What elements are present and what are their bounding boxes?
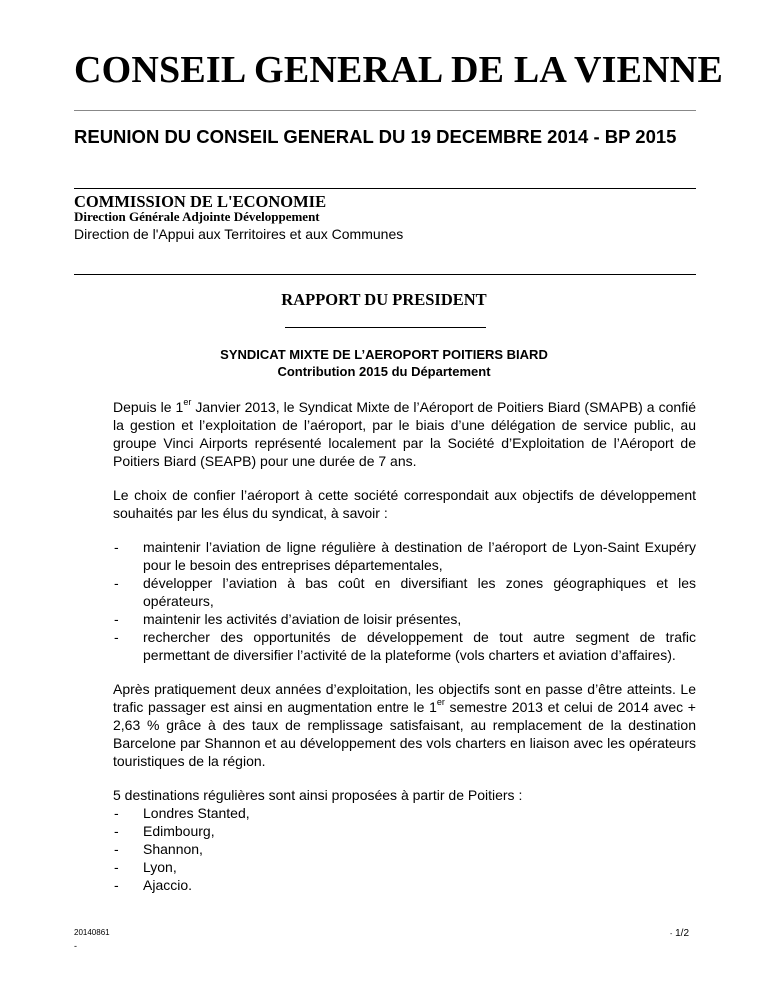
title-divider: [74, 110, 696, 111]
meeting-heading: REUNION DU CONSEIL GENERAL DU 19 DECEMBRE 2014 - BP 2015: [74, 126, 677, 147]
paragraph-delegation: Depuis le 1er Janvier 2013, le Syndicat Mixte de l’Aéroport de Poitiers Biard (SMAPB) a confié la gestion et l’exploitation de l’aéroport, par le biais d’une délégation de service public, au groupe Vinci Airports représenté localement par la Société d’Exploitation de l’Aéroport de Poitiers Biard (SEAPB) pour une durée de 7 ans.: [113, 397, 696, 469]
paragraph-traffic: Après pratiquement deux années d’exploitation, les objectifs sont en passe d’être atteints. Le trafic passager est ainsi en augmentation entre le 1er semestre 2013 et celui de 2014 avec + 2,63 % grâce à des taux de remplissage satisfaisant, au remplacement de la destination Barcelone par Shannon et au développement des vols charters en liaison avec les opérateurs touristiques de la région.: [113, 681, 696, 769]
list-item: - Ajaccio.: [114, 877, 193, 893]
list-item: - Edimbourg,: [114, 823, 215, 839]
paragraph-objectives-intro: Le choix de confier l’aéroport à cette société correspondait aux objectifs de développement souhaités par les élus du syndicat, à savoir :: [113, 487, 696, 521]
report-body: [113, 398, 696, 894]
direction-service: Direction de l'Appui aux Territoires et aux Communes: [74, 226, 404, 242]
list-item: - maintenir l’aviation de ligne régulière à destination de l’aéroport de Lyon-Saint Exupéry pour le besoin des entreprises départementales,: [114, 539, 696, 573]
objectives-list: [113, 538, 696, 664]
organization-title: CONSEIL GENERAL DE LA VIENNE: [74, 49, 723, 91]
subject-line-2: Contribution 2015 du Département: [277, 364, 491, 379]
commission-divider: [74, 188, 696, 189]
section-divider: [74, 274, 696, 275]
list-item: - Shannon,: [114, 841, 203, 857]
paragraph-destinations-intro: 5 destinations régulières sont ainsi proposées à partir de Poitiers :: [113, 787, 523, 803]
document-reference: 20140861: [74, 928, 110, 937]
report-subject: [0, 346, 768, 380]
page-number: - 1/2: [670, 928, 690, 939]
report-title-underline: [285, 327, 486, 328]
list-item: - Lyon,: [114, 859, 177, 875]
list-item: - développer l’aviation à bas coût en diversifiant les zones géographiques et les opérateurs,: [114, 575, 696, 609]
report-title: RAPPORT DU PRESIDENT: [281, 290, 487, 309]
list-item: - maintenir les activités d’aviation de loisir présentes,: [114, 611, 462, 627]
document-reference-dash: -: [74, 941, 77, 951]
list-item: - Londres Stanted,: [114, 805, 250, 821]
destinations-list: [113, 804, 696, 894]
direction-general: Direction Générale Adjointe Développement: [74, 209, 320, 224]
commission-heading: COMMISSION DE L'ECONOMIE: [74, 192, 327, 211]
subject-line-1: SYNDICAT MIXTE DE L’AEROPORT POITIERS BIARD: [220, 347, 548, 362]
list-item: - rechercher des opportunités de développement de tout autre segment de trafic permettant de diversifier l’activité de la plateforme (vols charters et aviation d’affaires).: [114, 629, 696, 663]
